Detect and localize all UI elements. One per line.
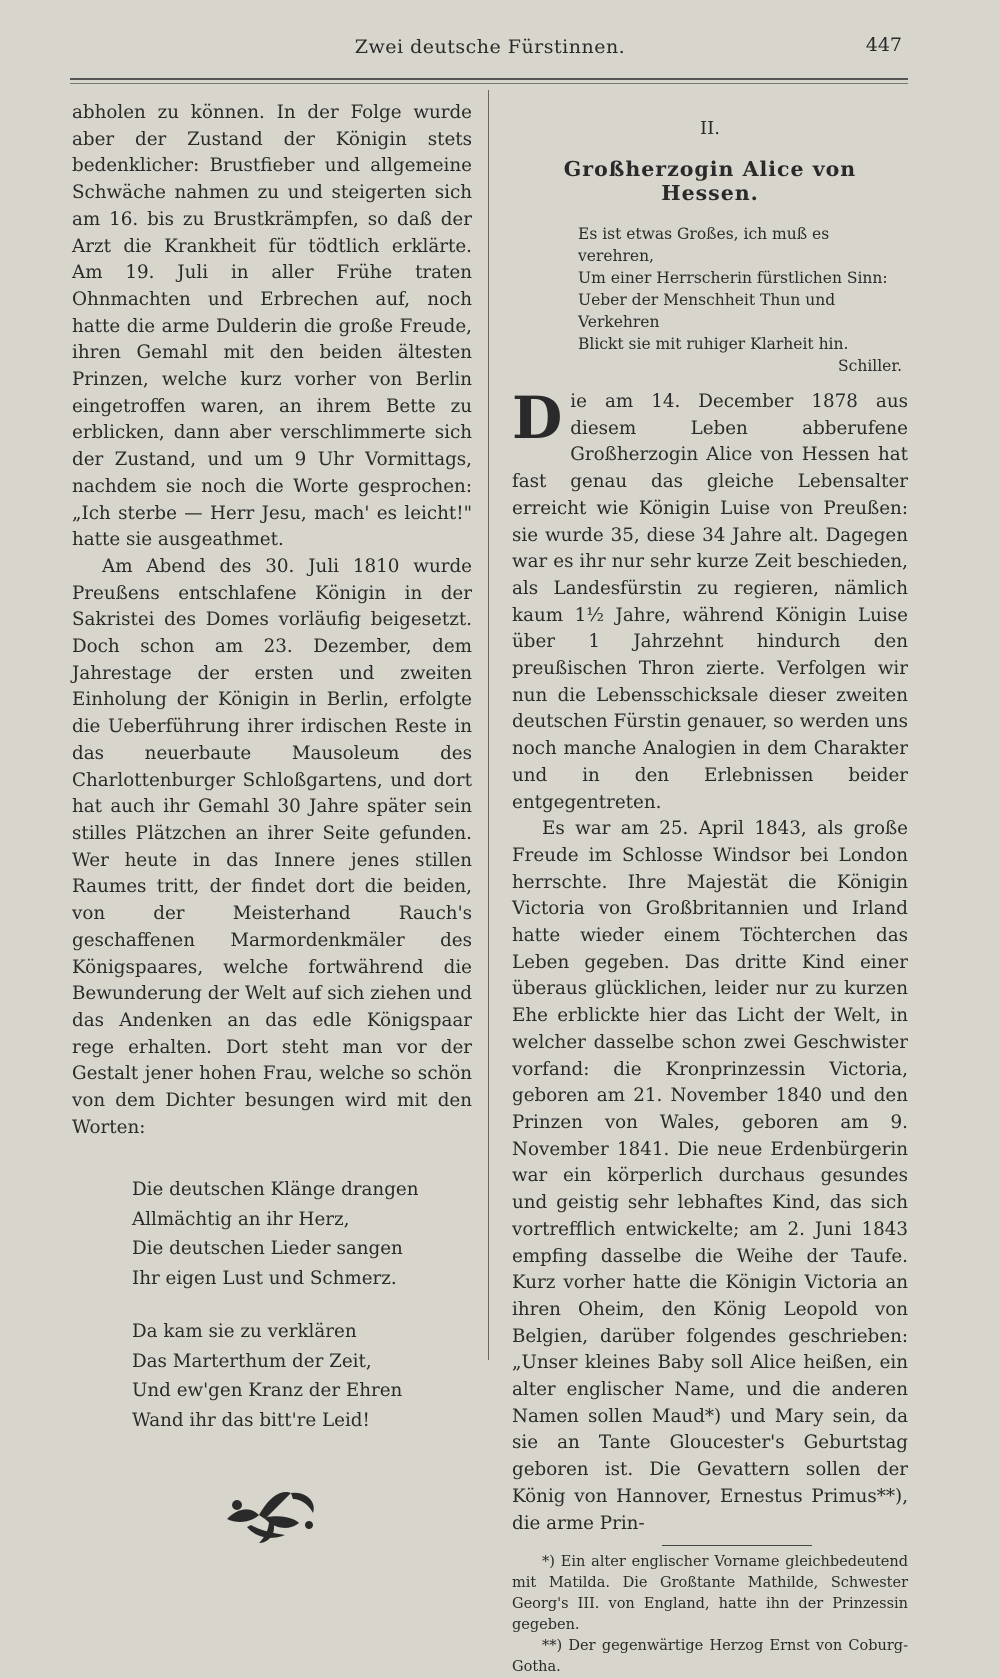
right-paragraph-1 (512, 384, 908, 816)
right-paragraph-2: Es war am 25. April 1843, als große Freude im Schlosse Windsor bei London herrschte. Ihre Majestät die Königin Victoria von Großbritannien und Irland hatte wieder einem Töchterchen das Leben gegeben. Das dritte Kind einer überaus glücklichen, leider nur zu kurzen Ehe erblickte hier das Licht der Welt, in welcher dasselbe schon zwei Geschwister vorfand: die Kronprinzessin Victoria, geboren am 21. November 1840 und den Prinzen von Wales, geboren am 9. November 1841. Die neue Erdenbürgerin war ein körperlich durchaus gesundes und geistig sehr lebhaftes Kind, das sich vortrefflich entwickelte; am 2. Juni 1843 empfing dasselbe die Weihe der Taufe. Kurz vorher hatte die Königin Victoria an ihren Oheim, den König Leopold von Belgien, darüber folgendes geschrieben: „Unser kleines Baby soll Alice heißen, ein alter englischer Name, und die anderen Namen sollen Maud*) und Mary sein, da sie an Tante Gloucester's Geburtstag geboren ist. Die Gevattern sollen der König von Hannover, Ernestus Primus**), die arme Prin- (512, 818, 908, 1534)
page-number: 447 (865, 34, 902, 56)
running-title: Zwei deutsche Fürstinnen. (354, 36, 626, 58)
poem-line: Die deutschen Klänge drangen (132, 1179, 419, 1201)
footnote-2: **) Der gegenwärtige Herzog Ernst von Coburg-Gotha. (512, 1638, 908, 1676)
header-rule-thin (70, 83, 908, 84)
motto-line: Blickt sie mit ruhiger Klarheit hin. (578, 335, 849, 353)
footnote-rule (662, 1545, 812, 1546)
poem (132, 1175, 472, 1435)
poem-line: Ihr eigen Lust und Schmerz. (132, 1267, 397, 1289)
motto-author: Schiller. (838, 357, 902, 375)
poem-line: Die deutschen Lieder sangen (132, 1238, 403, 1260)
ornament-container (72, 1477, 472, 1552)
poem-stanza-1 (132, 1175, 472, 1293)
motto-line: Ueber der Menschheit Thun und Verkehren (578, 291, 836, 331)
section-number: II. (700, 118, 720, 139)
motto (512, 223, 908, 377)
left-paragraph-2: Am Abend des 30. Juli 1810 wurde Preußens entschlafene Königin in der Sakristei des Domes vorläufig beigesetzt. Doch schon am 23. Dezember, dem Jahrestage der ersten und zweiten Einholung der Königin in Berlin, erfolgte die Ueberführung ihrer irdischen Reste in das neuerbaute Mausoleum des Charlottenburger Schloßgartens, und dort hat auch ihr Gemahl 30 Jahre später sein stilles Plätzchen an ihrer Seite gefunden. Wer heute in das Innere jenes stillen Raumes tritt, der findet dort die beiden, von der Meisterhand Rauch's geschaffenen Marmordenkmäler des Königspaares, welche fortwährend die Bewunderung der Welt auf sich ziehen und das Andenken an das edle Königspaar rege erhalten. Dort steht man vor der Gestalt jener hohen Frau, welche so schön von dem Dichter besungen wird mit den Worten: (72, 555, 472, 1138)
page-header (70, 30, 910, 70)
poem-line: Und ew'gen Kranz der Ehren (132, 1380, 403, 1402)
section-title: Großherzogin Alice von Hessen. (563, 157, 857, 205)
fleuron-ornament-icon (217, 1477, 327, 1547)
footnote-1: *) Ein alter englischer Vorname gleichbedeutend mit Matilda. Die Großtante Mathilde, Schwester Georg's III. von England, hatte ihn der Prinzessin gegeben. (512, 1554, 908, 1634)
poem-line: Das Marterthum der Zeit, (132, 1350, 372, 1372)
left-paragraph-1: abholen zu können. In der Folge wurde aber der Zustand der Königin stets bedenklicher: Brustfieber und allgemeine Schwäche nahmen zu und steigerten sich am 16. bis zu Brustkrämpfen, so daß der Arzt die Krankheit für tödtlich erklärte. Am 19. Juli in aller Frühe traten Ohnmachten und Erbrechen auf, noch hatte die arme Dulderin die große Freude, ihren Gemahl mit den beiden ältesten Prinzen, welche kurz vorher von Berlin eingetroffen waren, an ihrem Bette zu erblicken, dann aber verschlimmerte sich der Zustand, und um 9 Uhr Vormittags, nachdem sie noch die Worte gesprochen: „Ich sterbe — Herr Jesu, mach' es leicht!" hatte sie ausgeathmet. (72, 102, 472, 551)
column-divider (488, 90, 489, 1360)
drop-cap: D (512, 384, 563, 452)
motto-line: Es ist etwas Großes, ich muß es verehren, (578, 225, 830, 265)
right-column (512, 100, 908, 1678)
footnotes (512, 1552, 908, 1678)
poem-stanza-2 (132, 1317, 472, 1435)
poem-line: Wand ihr das bitt're Leid! (132, 1409, 370, 1431)
poem-line: Allmächtig an ihr Herz, (132, 1208, 350, 1230)
header-rule (70, 78, 908, 80)
poem-line: Da kam sie zu verklären (132, 1321, 357, 1343)
motto-line: Um einer Herrscherin fürstlichen Sinn: (578, 269, 888, 287)
left-column (72, 100, 472, 1552)
right-paragraph-1-text: ie am 14. December 1878 aus diesem Leben abberufene Großherzogin Alice von Hessen hat fast genau das gleiche Lebensalter erreicht wie Königin Luise von Preußen: sie wurde 35, diese 34 Jahre alt. Dagegen war es ihr nur sehr kurze Zeit beschieden, als Landesfürstin zu regieren, nämlich kaum 1½ Jahre, während Königin Luise über 1 Jahrzehnt hindurch den preußischen Thron zierte. Verfolgen wir nun die Lebensschicksale dieser zweiten deutschen Fürstin genauer, so werden uns noch manche Analogien in dem Charakter und in den Erlebnissen beider entgegentreten. (512, 391, 908, 813)
